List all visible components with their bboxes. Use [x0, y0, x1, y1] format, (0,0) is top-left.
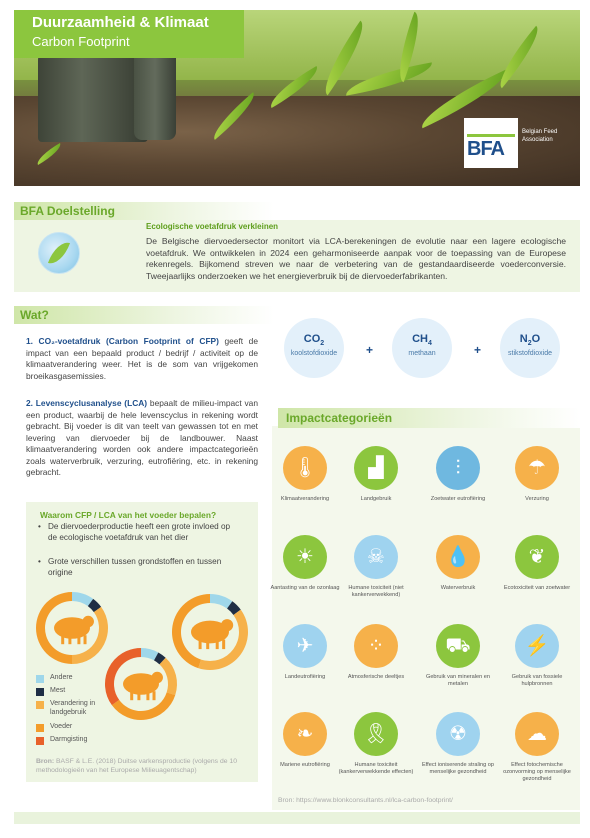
impact-label: Gebruik van mineralen en metalen: [425, 674, 491, 687]
cloud-sun-icon: ☁: [527, 723, 547, 745]
section-title: BFA Doelstelling: [20, 204, 115, 218]
hero-boot: [38, 50, 148, 142]
legend-swatch: [36, 737, 44, 745]
impact-label: Effect fotochemische ozonvorming op menselijke gezondheid: [503, 762, 571, 782]
impact-label: Humane toxiciteit (niet kankerverwekkend): [348, 585, 404, 598]
section-title: Impactcategorieën: [286, 411, 393, 425]
skull-icon: ☠: [367, 546, 385, 568]
source-link[interactable]: Bron: https://www.blonkconsultants.nl/lca-carbon-footprint/: [278, 797, 453, 804]
gas-name: stikstofdioxide: [508, 350, 552, 358]
energy-icon: ⚡: [524, 635, 550, 657]
impact-label: Humane toxiciteit (kankerverwekkende effecten): [338, 762, 414, 775]
gas-formula: CO: [303, 333, 321, 345]
gas-formula-subscript: 2: [320, 340, 325, 348]
gas-formula-subscript: 2: [527, 340, 532, 348]
page-subtitle: Carbon Footprint: [32, 34, 130, 49]
legend-label: Andere: [50, 674, 73, 681]
section-header-impact: [278, 408, 580, 428]
gas-formula: CH: [412, 333, 428, 345]
source-label: Bron:: [36, 758, 55, 765]
section-title: Wat?: [20, 308, 49, 322]
impact-label: Zoetwater eutrofiëring: [430, 496, 486, 502]
impact-label: Aantasting van de ozonlaag: [270, 585, 340, 591]
legend-swatch: [36, 701, 44, 709]
gas-ch4: [392, 318, 452, 378]
marine-plant-icon: ❧: [296, 723, 314, 745]
legend-label: Voeder: [50, 723, 73, 730]
gas-name: methaan: [408, 350, 436, 358]
paragraph-lead: 1. CO₂-voetafdruk (Carbon Footprint of CFP): [26, 336, 219, 346]
doelstelling-text: De Belgische diervoedersector monitort via LCA-berekeningen de evolutie naar een lagere ecologische voetafdruk. We ontwikkelen in 2024 een geharmoniseerde aanpak voor de toepassing van de Europese rekenregels. Bijkomend streven we naar de verbetering van de gestandaardiseerde voederconversie. Tweejaarlijks onderzoeken we het energieverbruik bij de diervoederfabrikanten.: [146, 236, 566, 281]
why-bullet: • Grote verschillen tussen grondstoffen en tussen origine: [38, 557, 238, 578]
sprayer-plane-icon: ✈: [296, 635, 314, 657]
tree-stump-icon: ▟: [368, 457, 384, 479]
paragraph-cfp: [26, 336, 258, 382]
logo-name: Belgian Feed Association: [522, 129, 558, 143]
particles-icon: ⁘: [367, 635, 385, 657]
why-title: Waarom CFP / LCA van het voeder bepalen?: [40, 510, 217, 520]
paragraph-lead: 2. Levenscyclusanalyse (LCA): [26, 398, 148, 408]
hero-boot-secondary: [134, 44, 176, 140]
section-header-doelstelling: [14, 202, 274, 220]
gas-formula-subscript: 4: [427, 340, 432, 348]
gas-n2o: [500, 318, 560, 378]
doelstelling-title: Ecologische voetafdruk verkleinen: [146, 222, 279, 231]
page-title: Duurzaamheid & Klimaat: [32, 14, 209, 31]
radiation-icon: ☢: [449, 723, 467, 745]
paragraph-body: bepaalt de milieu-impact van een product, waarbij de hele levenscyclus in rekening wordt gebracht. Bij voeder is dit van teelt van gewassen tot en met levering van diervoeder bij de landbouwer. Naast klimaatverandering worden ook andere impactcategorieën zoals waterverbruik, verzuring, eutrofiëring, etc. in rekening gebracht.: [26, 398, 258, 477]
sun-icon: ☀: [296, 546, 314, 568]
source-note: [36, 758, 256, 775]
impact-label: Klimaatverandering: [280, 496, 330, 502]
logo-accent-bar: [467, 134, 515, 137]
impact-label: Effect ioniserende straling op menselijke gezondheid: [421, 762, 495, 775]
why-bullet: • De diervoederproductie heeft een grote invloed op de ecologische voetafdruk van het dier: [38, 522, 238, 543]
paragraph-lca: [26, 398, 258, 479]
gas-co2: [284, 318, 344, 378]
legend-label: Mest: [50, 687, 66, 694]
impact-label: Ecotoxiciteit van zoetwater: [503, 585, 571, 591]
gas-formula: N: [519, 333, 528, 345]
paragraph-body: geeft de impact van een bepaald product / bedrijf / activiteit op de klimaatverandering weer. Het is de som van vrijgekomen broeikasgasemissies.: [26, 336, 258, 381]
plus-sign: +: [366, 343, 374, 357]
impact-label: Waterverbruik: [440, 585, 476, 591]
logo: BFA: [467, 138, 504, 160]
footer-bar: [14, 812, 580, 824]
impact-label: Mariene eutrofiëring: [280, 762, 330, 768]
fish-icon: ❦: [528, 546, 546, 568]
gas-name: koolstofdioxide: [290, 350, 338, 358]
impact-label: Landgebruik: [360, 496, 392, 502]
legend-swatch: [36, 688, 44, 696]
impact-label: Gebruik van fossiele hulpbronnen: [511, 674, 563, 687]
impact-label: Verzuring: [525, 496, 549, 502]
water-drop-icon: 💧: [445, 546, 471, 568]
legend-swatch: [36, 724, 44, 732]
wheat-water-icon: ⫶: [455, 457, 461, 479]
impact-label: Atmosferische deeltjes: [347, 674, 405, 680]
acid-rain-icon: ☂: [528, 457, 546, 479]
tractor-icon: ⛟: [445, 635, 471, 657]
legend-label: Verandering in landgebruik: [50, 700, 96, 716]
thermometer-icon: 🌡: [292, 457, 318, 479]
impact-label: Landeutrofiëring: [284, 674, 326, 680]
plus-sign: +: [474, 343, 482, 357]
ribbon-icon: 🎗: [363, 723, 389, 745]
section-header-wat: [14, 306, 274, 324]
source-text: BASF & L.E. (2018) Duitse varkensproductie (volgens de 10 methodologieën van het Europese Milieuagentschap): [36, 758, 237, 774]
legend-label: Darmgisting: [50, 736, 88, 743]
legend-swatch: [36, 675, 44, 683]
gas-formula: O: [531, 333, 541, 345]
